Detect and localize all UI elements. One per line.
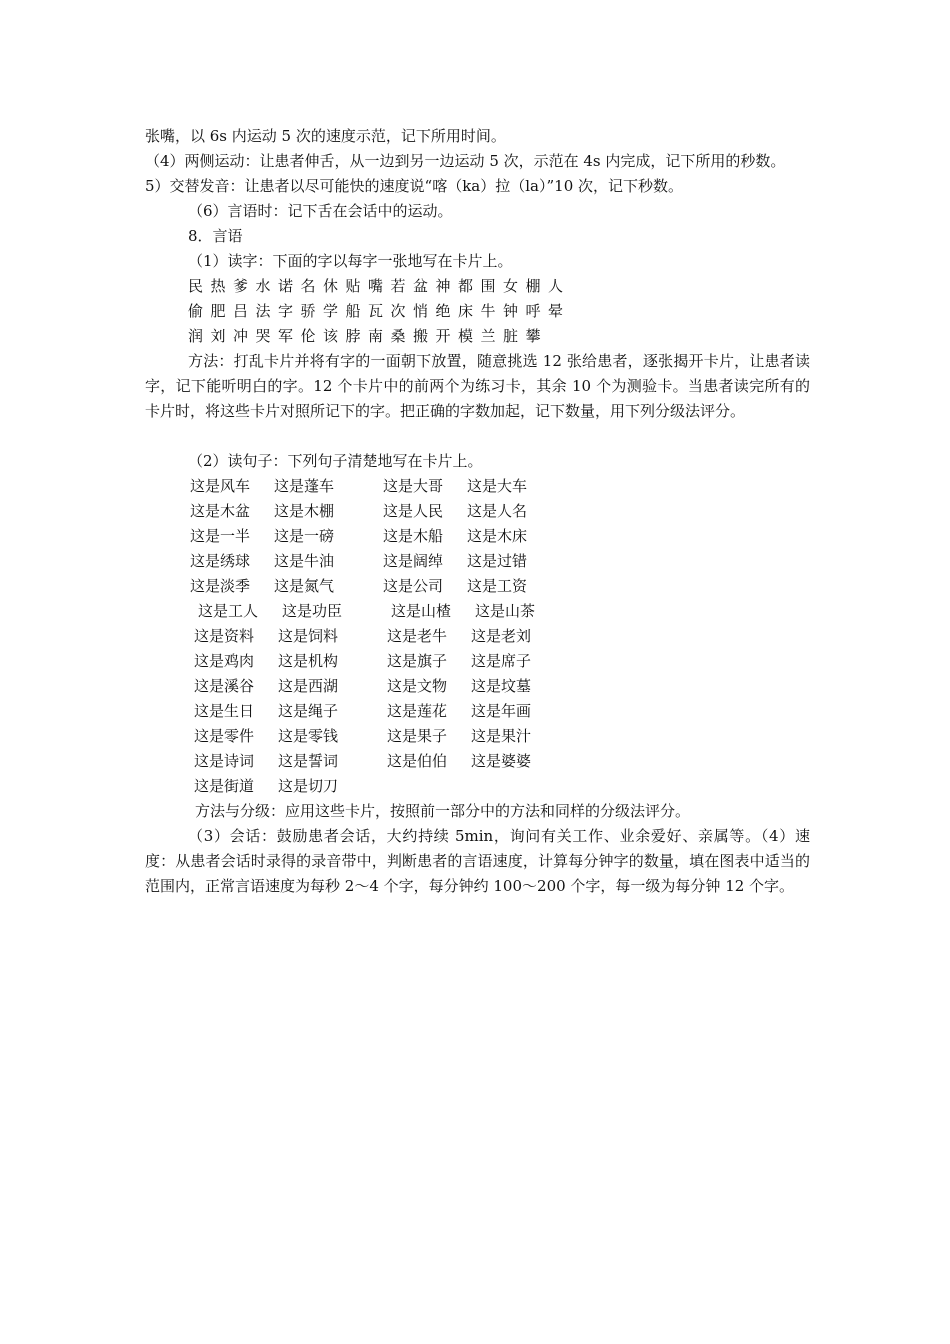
char-row-2: 偷肥吕法字骄学船瓦次悄绝床牛钟呼晕 xyxy=(188,302,571,320)
sentence-cell: 这是公司 xyxy=(383,577,444,595)
sentence-cell: 这是一半 xyxy=(190,527,251,545)
sentence-cell: 这是坟墓 xyxy=(471,677,532,695)
sentence-cell: 这是老牛 xyxy=(387,627,448,645)
sentence-cell: 这是绳子 xyxy=(278,702,339,720)
sentence-cell: 这是资料 xyxy=(194,627,255,645)
sentence-cell: 这是零钱 xyxy=(278,727,339,745)
sentence-cell: 这是工资 xyxy=(467,577,528,595)
sentence-cell: 这是人名 xyxy=(467,502,528,520)
sentence-heading: （2）读句子：下列句子清楚地写在卡片上。 xyxy=(188,452,483,470)
char-row-1: 民热爹水诺名休贴嘴若盆神都围女棚人 xyxy=(188,277,571,295)
sentence-cell: 这是生日 xyxy=(194,702,255,720)
sentence-cell: 这是木床 xyxy=(467,527,528,545)
conversation-paragraph: （3）会话：鼓励患者会话，大约持续 5min，询问有关工作、业余爱好、亲属等。（4）速度：从患者会话时录得的录音带中，判断患者的言语速度，计算每分钟字的数量，填在图表中适当的范围内，正常言语速度为每秒 2～4 个字，每分钟约 100～200 个字，每一级为每分钟 12 个字。 xyxy=(145,827,810,895)
text-line-read-chars: （1）读字：下面的字以每字一张地写在卡片上。 xyxy=(188,252,513,270)
text-line-2: （4）两侧运动：让患者伸舌，从一边到另一边运动 5 次，示范在 4s 内完成，记下所用的秒数。 xyxy=(145,152,786,170)
sentence-cell: 这是牛油 xyxy=(274,552,335,570)
sentence-cell: 这是果汁 xyxy=(471,727,532,745)
sentence-cell: 这是蓬车 xyxy=(274,477,335,495)
sentence-cell: 这是淡季 xyxy=(190,577,251,595)
sentence-cell: 这是过错 xyxy=(467,552,528,570)
sentence-cell: 这是木棚 xyxy=(274,502,335,520)
sentence-cell: 这是一磅 xyxy=(274,527,335,545)
sentence-cell: 这是工人 xyxy=(198,602,259,620)
sentence-cell: 这是人民 xyxy=(383,502,444,520)
sentence-cell: 这是文物 xyxy=(387,677,448,695)
sentence-cell: 这是旗子 xyxy=(387,652,448,670)
sentence-cell: 这是溪谷 xyxy=(194,677,255,695)
sentence-cell: 这是誓词 xyxy=(278,752,339,770)
sentence-cell: 这是婆婆 xyxy=(471,752,532,770)
sentence-cell: 这是大哥 xyxy=(383,477,444,495)
sentence-cell: 这是伯伯 xyxy=(387,752,448,770)
sentence-cell: 这是木船 xyxy=(383,527,444,545)
sentence-cell: 这是风车 xyxy=(190,477,251,495)
text-line-4: （6）言语时：记下舌在会话中的运动。 xyxy=(188,202,453,220)
sentence-cell: 这是氮气 xyxy=(274,577,335,595)
section-heading-speech: 8．言语 xyxy=(188,227,243,245)
method-paragraph: 方法：打乱卡片并将有字的一面朝下放置，随意挑选 12 张给患者，逐张揭开卡片，让患者读字，记下能听明白的字。12 个卡片中的前两个为练习卡，其余 10 个为测验卡。当患者读完所有的卡片时，将这些卡片对照所记下的字。把正确的字数加起，记下数量，用下列分级法评分。 xyxy=(145,352,810,420)
text-line-1: 张嘴，以 6s 内运动 5 次的速度示范，记下所用时间。 xyxy=(145,127,506,145)
sentence-cell: 这是饲料 xyxy=(278,627,339,645)
sentence-cell: 这是零件 xyxy=(194,727,255,745)
sentence-cell: 这是年画 xyxy=(471,702,532,720)
sentence-cell: 这是山茶 xyxy=(475,602,536,620)
sentence-cell: 这是机构 xyxy=(278,652,339,670)
char-row-3: 润刘冲哭军伦该脖南桑搬开模兰脏攀 xyxy=(188,327,549,345)
text-line-3: 5）交替发音：让患者以尽可能快的速度说“喀（ka）拉（la）”10 次，记下秒数。 xyxy=(145,177,684,195)
sentence-cell: 这是功臣 xyxy=(282,602,343,620)
method-grading-line: 方法与分级：应用这些卡片，按照前一部分中的方法和同样的分级法评分。 xyxy=(195,802,691,820)
sentence-cell: 这是诗词 xyxy=(194,752,255,770)
sentence-cell: 这是鸡肉 xyxy=(194,652,255,670)
sentence-cell: 这是切刀 xyxy=(278,777,339,795)
sentence-cell: 这是果子 xyxy=(387,727,448,745)
sentence-cell: 这是山楂 xyxy=(391,602,452,620)
sentence-cell: 这是西湖 xyxy=(278,677,339,695)
sentence-cell: 这是绣球 xyxy=(190,552,251,570)
sentence-cell: 这是街道 xyxy=(194,777,255,795)
sentence-cell: 这是老刘 xyxy=(471,627,532,645)
sentence-cell: 这是莲花 xyxy=(387,702,448,720)
sentence-cell: 这是大车 xyxy=(467,477,528,495)
sentence-cell: 这是席子 xyxy=(471,652,532,670)
sentence-cell: 这是阔绰 xyxy=(383,552,444,570)
sentence-cell: 这是木盆 xyxy=(190,502,251,520)
